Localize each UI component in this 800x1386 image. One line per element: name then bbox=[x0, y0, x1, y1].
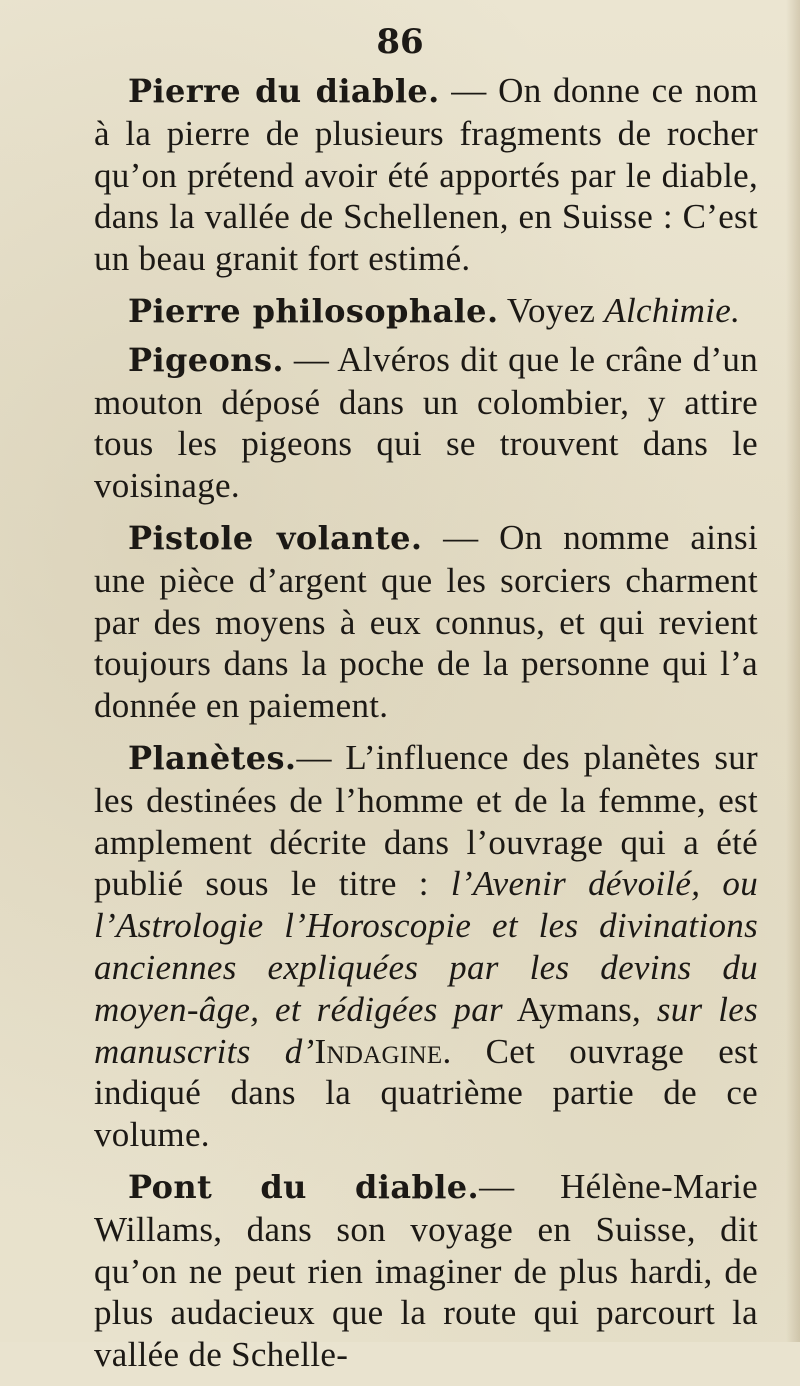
entry-pont-du-diable bbox=[94, 1166, 758, 1376]
entry-body: . Cet ouvrage est indiqué dans la quatrième partie de ce volume. bbox=[94, 1031, 758, 1155]
book-title: l’Avenir dévoilé, ou l’Astrologie l’Horoscopie et les divinations anciennes expliquées par les devins du moyen-âge, et rédigées par bbox=[94, 864, 758, 1029]
entry-heading: Pont du diable. bbox=[128, 1167, 480, 1206]
entry-body-italic: sur les manuscrits d’ bbox=[94, 989, 758, 1071]
entry-heading: Planètes. bbox=[128, 738, 297, 777]
entry-heading: Pistole volante. bbox=[128, 518, 423, 557]
entry-body: — Alvéros dit que le crâne d’un mouton déposé dans un colombier, y attire tous les pigeons qui se trouvent dans le voisinage. bbox=[94, 339, 758, 506]
author-name: Aymans, bbox=[502, 989, 657, 1029]
entry-heading: Pierre philosophale. bbox=[128, 291, 499, 330]
entry-body: Voyez bbox=[498, 290, 605, 330]
entry-body: — On donne ce nom à la pierre de plusieurs fragments de rocher qu’on prétend avoir été apportés par le diable, dans la vallée de Schellenen, en Suisse : C’est un beau granit fort estimé. bbox=[94, 71, 758, 279]
entry-body: — On nomme ainsi une pièce d’argent que les sorciers charment par des moyens à eux connus, et qui revient toujours dans la poche de la personne qui l’a donnée en paiement. bbox=[94, 517, 758, 726]
page-edge-shadow bbox=[786, 0, 800, 1342]
author-small-caps: Indagine bbox=[314, 1031, 443, 1071]
entry-planetes bbox=[94, 737, 758, 1156]
entry-pierre-philosophale bbox=[94, 290, 758, 333]
page-text bbox=[94, 70, 758, 1386]
entry-body: — L’influence des planètes sur les destinées de l’homme et de la femme, est amplement décrite dans l’ouvrage qui a été publié sous le titre : bbox=[94, 737, 758, 904]
entry-cross-reference: Alchimie. bbox=[604, 290, 741, 330]
entry-body: — Hélène-Marie Willams, dans son voyage en Suisse, dit qu’on ne peut rien imaginer de plus hardi, de plus audacieux que la route qui parcourt la vallée de Schelle- bbox=[94, 1166, 759, 1375]
entry-pigeons bbox=[94, 339, 758, 507]
entry-heading: Pierre du diable. bbox=[128, 72, 440, 110]
entry-heading: Pigeons. bbox=[128, 340, 284, 379]
entry-pistole-volante bbox=[94, 517, 758, 727]
entry-pierre-du-diable bbox=[94, 70, 758, 280]
page-number: 86 bbox=[376, 22, 424, 62]
